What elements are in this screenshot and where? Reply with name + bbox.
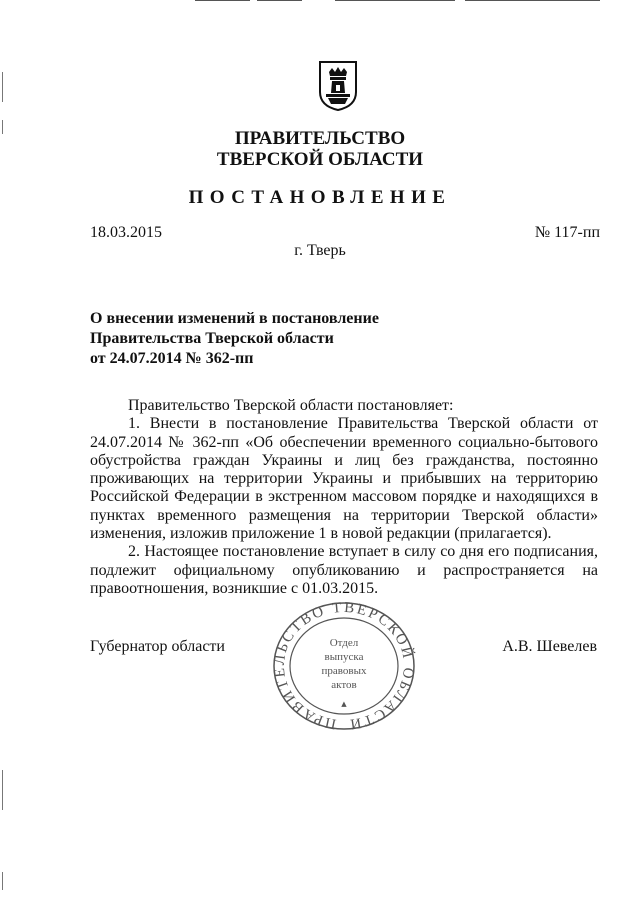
stamp-ring-text: ПРАВИТЕЛЬСТВО ТВЕРСКОЙ ОБЛАСТИ xyxy=(271,600,417,732)
document-date: 18.03.2015 xyxy=(90,224,162,241)
stamp-center-text: актов xyxy=(331,679,357,691)
scan-left-artifact xyxy=(2,872,3,890)
stamp-center-text: выпуска xyxy=(324,651,364,663)
government-title-line2: ТВЕРСКОЙ ОБЛАСТИ xyxy=(216,149,424,170)
document-type-title: ПОСТАНОВЛЕНИЕ xyxy=(188,187,452,208)
scan-left-artifact xyxy=(2,770,3,810)
body-preamble: Правительство Тверской области постановляет: xyxy=(128,397,454,414)
stamp-center-text: правовых xyxy=(321,665,367,677)
coat-of-arms-icon xyxy=(318,60,358,112)
document-city: г. Тверь xyxy=(294,242,346,259)
scan-left-artifact xyxy=(2,72,3,102)
document-number: № 117-пп xyxy=(534,224,600,241)
subject-line: О внесении изменений в постановление xyxy=(90,310,379,327)
subject-line: от 24.07.2014 № 362-пп xyxy=(90,350,254,367)
signer-role: Губернатор области xyxy=(90,638,225,655)
government-title-line1: ПРАВИТЕЛЬСТВО xyxy=(234,128,406,149)
document-subject xyxy=(90,309,490,369)
stamp-center-text: Отдел xyxy=(329,637,359,649)
subject-line: Правительства Тверской области xyxy=(90,330,334,347)
document-body xyxy=(90,397,598,598)
body-item-1: 1. Внести в постановление Правительства Тверской области от 24.07.2014 № 362-пп «Об обеспечении временного социально-бытового обустройства граждан Украины и лиц без гражданства, постоянно проживающих на территории Украины и прибывших на территорию Российской Федерации в экстренном массовом порядке и находящихся в пунктах временного размещения на территории Тверской области» изменения, изложив приложение 1 в новой редакции (прилагается). xyxy=(90,415,598,543)
svg-text:▲: ▲ xyxy=(341,700,347,708)
body-item-2: 2. Настоящее постановление вступает в силу со дня его подписания, подлежит официальному опубликованию и распространяется на правоотношения, возникшие с 01.03.2015. xyxy=(90,543,598,597)
signer-name: А.В. Шевелев xyxy=(502,638,597,655)
official-stamp-icon xyxy=(271,600,417,732)
scan-top-artifact xyxy=(195,0,605,1)
